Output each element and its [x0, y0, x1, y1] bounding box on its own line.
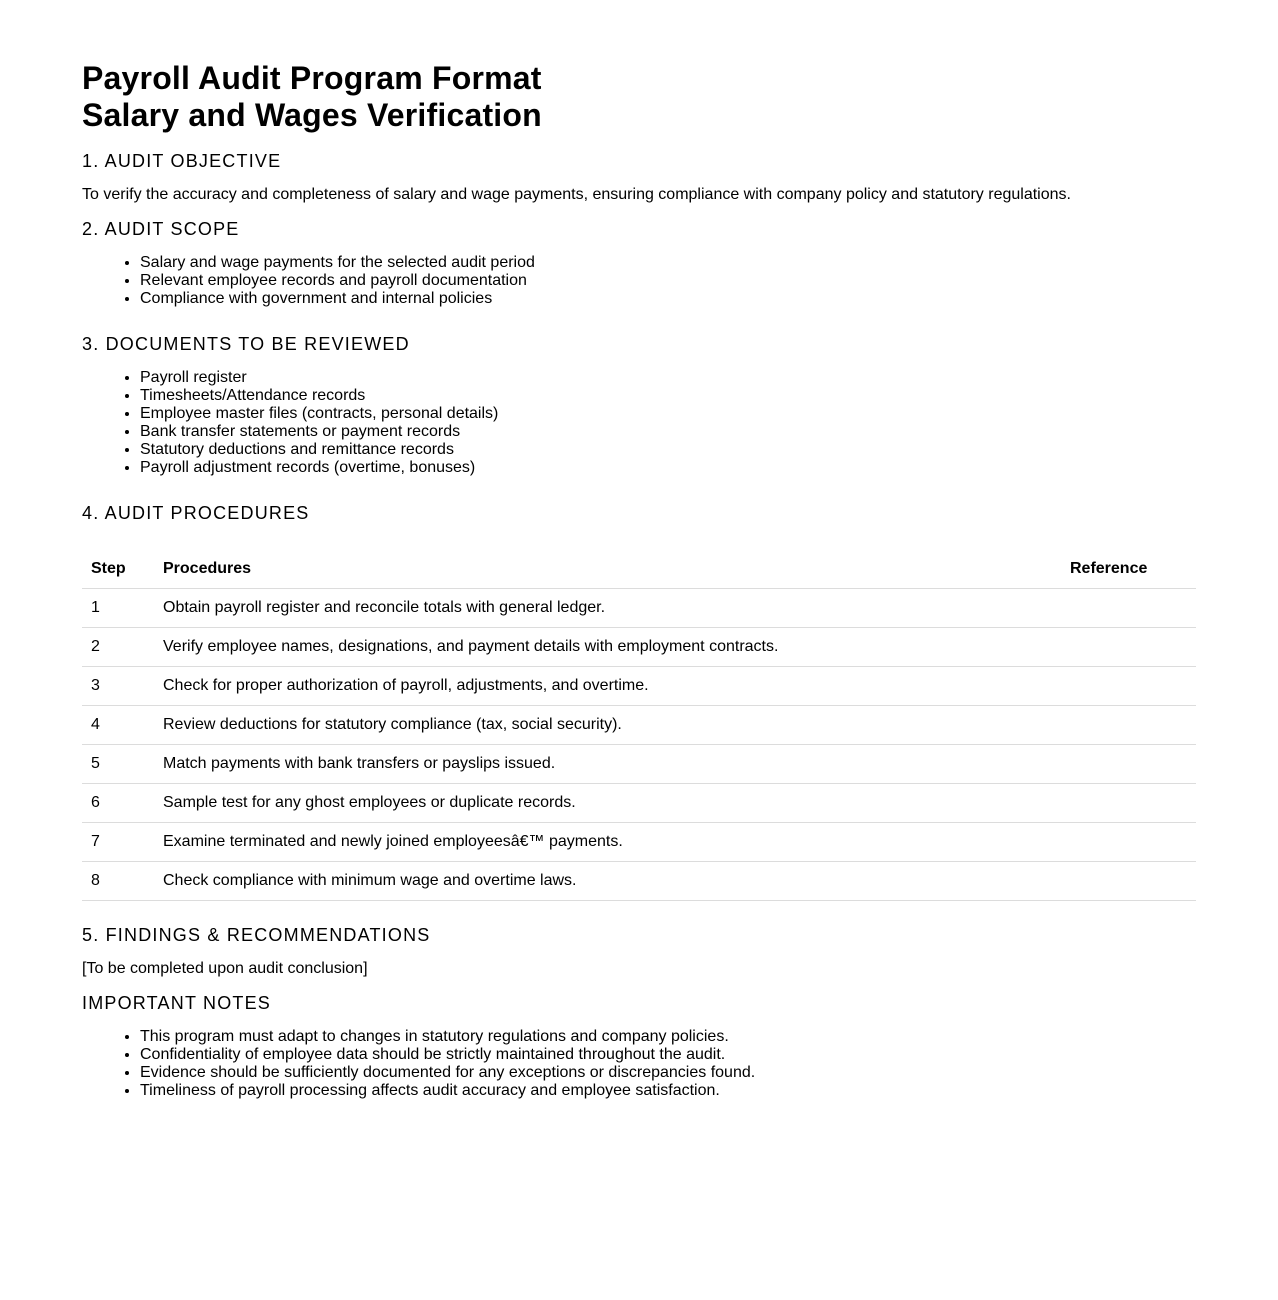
column-header-step: Step — [82, 550, 154, 589]
procedure-cell: Obtain payroll register and reconcile totals with general ledger. — [154, 589, 1061, 628]
table-row — [82, 745, 1196, 784]
procedure-cell: Match payments with bank transfers or payslips issued. — [154, 745, 1061, 784]
notes-heading: IMPORTANT NOTES — [82, 993, 272, 1013]
title-line-1: Payroll Audit Program Format — [82, 60, 542, 96]
procedure-cell: Check compliance with minimum wage and overtime laws. — [154, 862, 1061, 901]
reference-cell — [1061, 589, 1196, 628]
reference-cell — [1061, 823, 1196, 862]
document-item: • Employee master files (contracts, personal details) — [140, 405, 1196, 423]
reference-cell — [1061, 862, 1196, 901]
table-row — [82, 862, 1196, 901]
column-header-procedures: Procedures — [154, 550, 1061, 589]
reference-cell — [1061, 745, 1196, 784]
notes-list — [82, 1028, 1196, 1100]
objective-text: To verify the accuracy and completeness of salary and wage payments, ensuring compliance with company policy and statutory regulations. — [82, 186, 1071, 203]
step-cell: 1 — [82, 589, 154, 628]
objective-heading: 1. AUDIT OBJECTIVE — [82, 151, 282, 171]
step-cell: 3 — [82, 667, 154, 706]
note-item: • This program must adapt to changes in statutory regulations and company policies. — [140, 1028, 1196, 1046]
table-header-row — [82, 550, 1196, 589]
scope-heading: 2. AUDIT SCOPE — [82, 219, 240, 239]
documents-heading: 3. DOCUMENTS TO BE REVIEWED — [82, 334, 410, 354]
procedure-cell: Sample test for any ghost employees or duplicate records. — [154, 784, 1061, 823]
title-line-2: Salary and Wages Verification — [82, 97, 542, 133]
procedure-cell: Examine terminated and newly joined employeesâ€™ payments. — [154, 823, 1061, 862]
findings-heading: 5. FINDINGS & RECOMMENDATIONS — [82, 925, 431, 945]
table-row — [82, 628, 1196, 667]
scope-item: • Relevant employee records and payroll documentation — [140, 272, 1196, 290]
procedures-heading: 4. AUDIT PROCEDURES — [82, 503, 310, 523]
document-item: • Timesheets/Attendance records — [140, 387, 1196, 405]
step-cell: 5 — [82, 745, 154, 784]
procedures-table — [82, 550, 1196, 901]
step-cell: 2 — [82, 628, 154, 667]
scope-list — [82, 254, 1196, 308]
note-item: • Evidence should be sufficiently documented for any exceptions or discrepancies found. — [140, 1064, 1196, 1082]
document-item: • Payroll register — [140, 369, 1196, 387]
procedure-cell: Check for proper authorization of payroll, adjustments, and overtime. — [154, 667, 1061, 706]
step-cell: 4 — [82, 706, 154, 745]
procedure-cell: Verify employee names, designations, and payment details with employment contracts. — [154, 628, 1061, 667]
step-cell: 7 — [82, 823, 154, 862]
procedure-cell: Review deductions for statutory compliance (tax, social security). — [154, 706, 1061, 745]
document-title — [82, 60, 1196, 134]
step-cell: 8 — [82, 862, 154, 901]
document-item: • Payroll adjustment records (overtime, bonuses) — [140, 459, 1196, 477]
step-cell: 6 — [82, 784, 154, 823]
table-row — [82, 823, 1196, 862]
table-row — [82, 784, 1196, 823]
reference-cell — [1061, 784, 1196, 823]
reference-cell — [1061, 706, 1196, 745]
note-item: • Timeliness of payroll processing affects audit accuracy and employee satisfaction. — [140, 1082, 1196, 1100]
scope-item: • Salary and wage payments for the selected audit period — [140, 254, 1196, 272]
note-item: • Confidentiality of employee data should be strictly maintained throughout the audit. — [140, 1046, 1196, 1064]
findings-text: [To be completed upon audit conclusion] — [82, 960, 368, 977]
documents-list — [82, 369, 1196, 477]
document-item: • Statutory deductions and remittance records — [140, 441, 1196, 459]
table-row — [82, 706, 1196, 745]
scope-item: • Compliance with government and internal policies — [140, 290, 1196, 308]
reference-cell — [1061, 667, 1196, 706]
column-header-reference: Reference — [1061, 550, 1196, 589]
table-row — [82, 667, 1196, 706]
document-item: • Bank transfer statements or payment records — [140, 423, 1196, 441]
table-row — [82, 589, 1196, 628]
reference-cell — [1061, 628, 1196, 667]
